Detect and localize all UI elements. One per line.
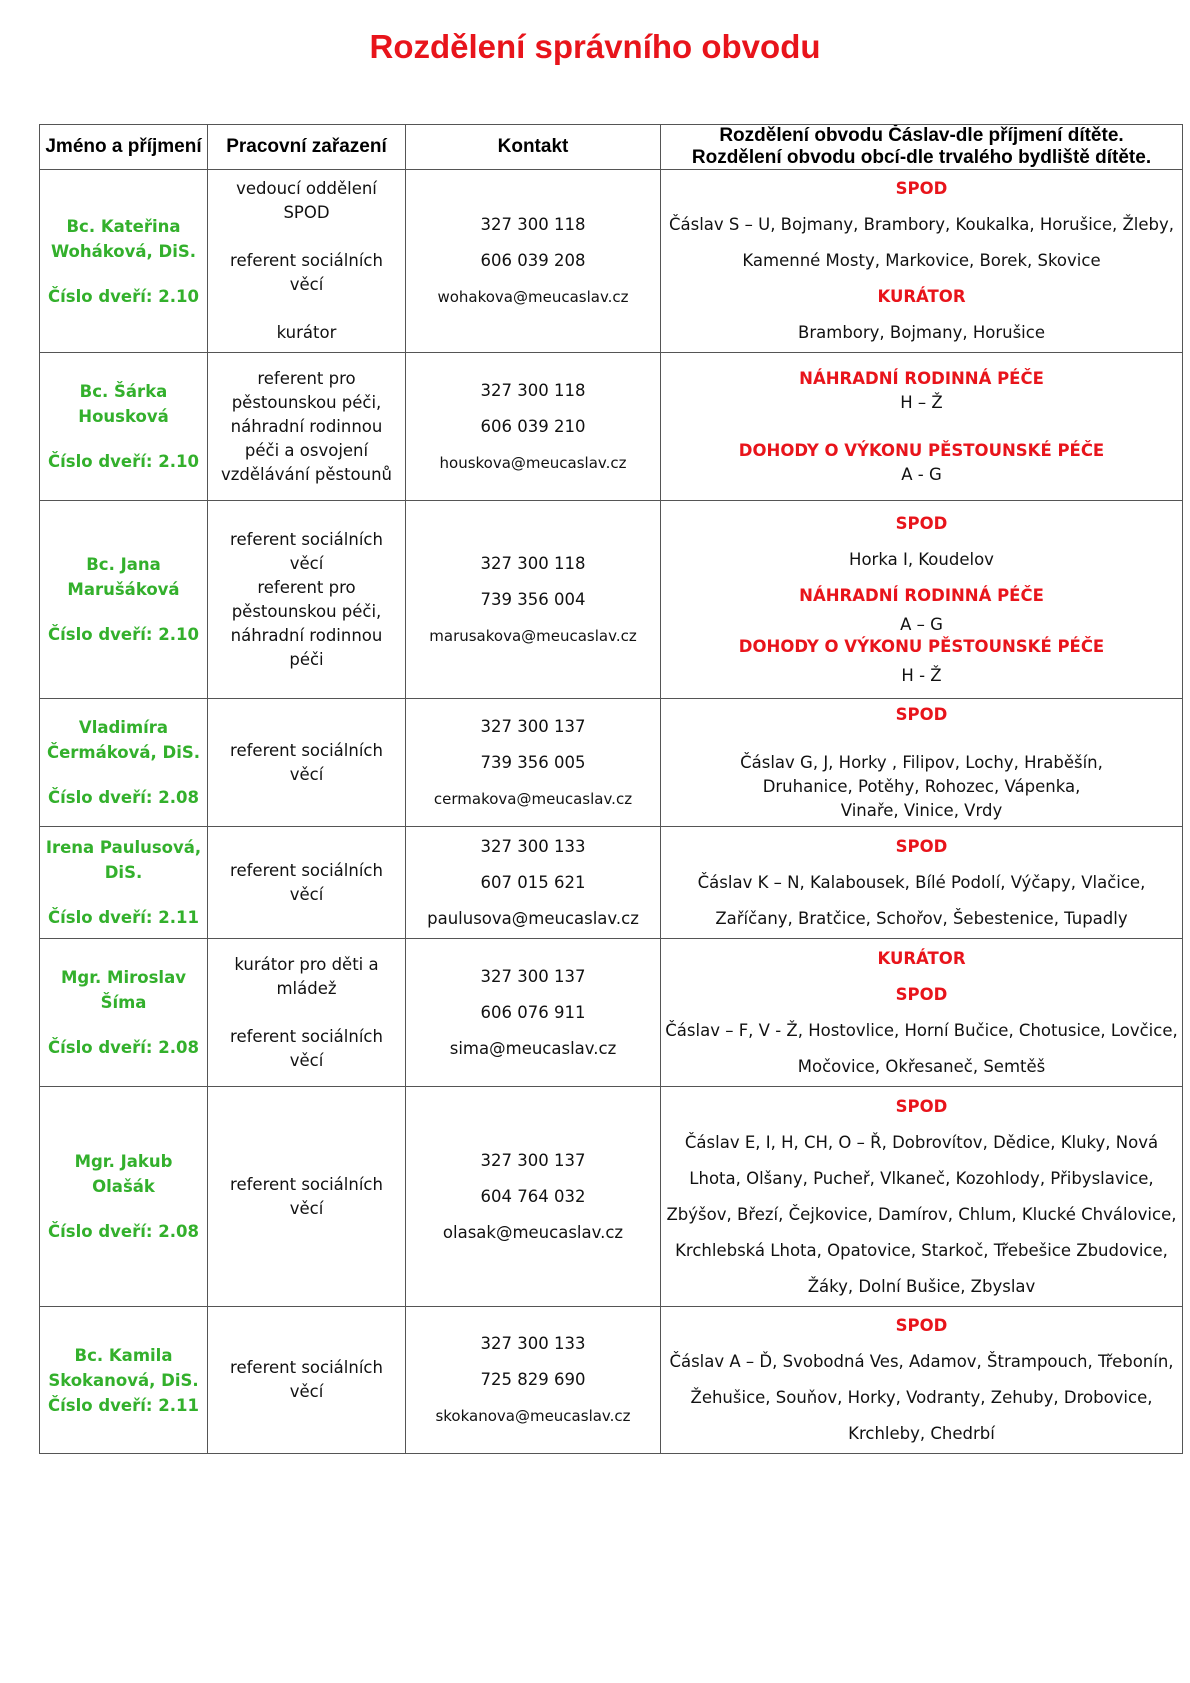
phone-1: 327 300 118 [480,553,586,573]
category-label: KURÁTOR [877,948,966,968]
phone-2: 606 039 208 [480,251,586,270]
category-label: NÁHRADNÍ RODINNÁ PÉČE [799,585,1044,605]
contact-cell [406,353,661,501]
category-label: KURÁTOR [877,287,966,306]
contact-cell [406,1087,661,1307]
room-number: Číslo dveří: 2.10 [48,452,199,471]
name-cell [40,170,208,353]
district-line: Čáslav – F, V - Ž, Hostovlice, Horní Bučice, Chotusice, Lovčice, [665,1020,1178,1040]
header-district-line-2: Rozdělení obvodu obcí-dle trvalého bydliště dítěte. [691,147,1152,168]
table-row [40,939,1183,1087]
role: referent pro pěstounskou péči, náhradní rodinnou péči [230,577,383,669]
header-district-line-1: Rozdělení obvodu Čáslav-dle příjmení dítěte. [719,125,1124,146]
district-line: H – Ž [900,392,943,412]
header-position: Pracovní zařazení [208,125,406,170]
person-name: Bc. Jana Marušáková [67,555,180,599]
district-cell [661,827,1183,939]
role: kurátor pro děti a mládež [234,954,379,998]
category-label: SPOD [895,513,948,533]
email-link[interactable]: houskova@meucaslav.cz [439,453,627,472]
person-name: Bc. Šárka Housková [78,382,169,426]
position-cell [208,827,406,939]
email-link[interactable]: olasak@meucaslav.cz [442,1222,624,1242]
position-cell [208,170,406,353]
district-line: Zbýšov, Březí, Čejkovice, Damírov, Chlum, Klucké Chválovice, [666,1204,1177,1224]
district-line: Horka I, Koudelov [849,549,994,569]
position-cell [208,501,406,699]
district-cell [661,501,1183,699]
phone-1: 327 300 137 [480,1150,586,1170]
header-row [40,125,1183,170]
district-cell [661,353,1183,501]
role: referent sociálních věcí [230,529,383,573]
room-number: Číslo dveří: 2.11 [48,908,199,927]
phone-1: 327 300 133 [480,836,586,856]
position-cell [208,699,406,827]
district-line: Čáslav G, J, Horky , Filipov, Lochy, Hraběšín, [740,752,1103,772]
district-line: H - Ž [901,665,942,685]
district-line: Močovice, Okřesaneč, Semtěš [797,1056,1046,1076]
role: referent sociálních věcí [230,860,383,904]
position-cell [208,1307,406,1454]
district-cell [661,170,1183,353]
name-cell [40,699,208,827]
email-link[interactable]: marusakova@meucaslav.cz [429,626,637,645]
role: referent sociálních věcí [230,740,383,784]
header-district [661,125,1183,170]
district-cell [661,1307,1183,1454]
phone-1: 327 300 137 [480,716,586,736]
email-link[interactable]: paulusova@meucaslav.cz [427,908,639,928]
contact-cell [406,501,661,699]
position-cell [208,939,406,1087]
person-name: Mgr. Miroslav Šíma [61,968,186,1012]
district-line: A – G [900,614,943,634]
district-line: Brambory, Bojmany, Horušice [798,323,1045,342]
header-name: Jméno a příjmení [40,125,208,170]
phone-1: 327 300 118 [480,380,586,400]
contact-cell [406,939,661,1087]
category-label: SPOD [895,1096,948,1116]
phone-2: 606 076 911 [480,1002,586,1022]
room-number: Číslo dveří: 2.08 [48,1222,199,1241]
table-row [40,827,1183,939]
room-number: Číslo dveří: 2.08 [48,788,199,807]
phone-2: 739 356 005 [480,752,586,772]
district-line: Kamenné Mosty, Markovice, Borek, Skovice [742,251,1101,270]
district-line: Čáslav A – Ď, Svobodná Ves, Adamov, Štrampouch, Třebonín, [669,1352,1174,1371]
district-line: A - G [901,464,942,484]
name-cell [40,353,208,501]
table-row [40,1307,1183,1454]
header-contact: Kontakt [406,125,661,170]
name-cell [40,501,208,699]
email-link[interactable]: cermakova@meucaslav.cz [433,789,633,808]
district-line: Čáslav E, I, H, CH, O – Ř, Dobrovítov, Dědice, Kluky, Nová [684,1132,1159,1152]
table-row [40,699,1183,827]
table-row [40,1087,1183,1307]
district-line: Čáslav S – U, Bojmany, Brambory, Koukalka, Horušice, Žleby, [668,215,1175,234]
person-name: Irena Paulusová, DiS. [45,838,202,882]
phone-2: 604 764 032 [480,1186,586,1206]
district-cell [661,939,1183,1087]
district-line: Zaříčany, Bratčice, Schořov, Šebestenice, Tupadly [715,908,1128,928]
person-name: Mgr. Jakub Olašák [74,1152,173,1196]
role: referent sociálních věcí [230,1174,383,1218]
room-number: Číslo dveří: 2.10 [48,625,199,644]
district-line: Žáky, Dolní Bušice, Zbyslav [807,1276,1036,1296]
role: referent sociálních věcí [230,1026,383,1070]
category-label: SPOD [895,1316,948,1335]
email-link[interactable]: wohakova@meucaslav.cz [437,288,629,306]
category-label: SPOD [895,836,948,856]
name-cell [40,939,208,1087]
phone-2: 725 829 690 [480,1370,586,1389]
district-line: Žehušice, Souňov, Horky, Vodranty, Zehuby, Drobovice, [690,1388,1153,1407]
phone-2: 739 356 004 [480,589,586,609]
page-title: Rozdělení správního obvodu [369,28,821,65]
email-link[interactable]: skokanova@meucaslav.cz [435,1407,631,1425]
staff-table [39,124,1183,1454]
category-label: DOHODY O VÝKONU PĚSTOUNSKÉ PÉČE [738,440,1105,460]
room-number: Číslo dveří: 2.10 [48,286,199,306]
district-line: Druhanice, Potěhy, Rohozec, Vápenka, [762,776,1081,796]
contact-cell [406,1307,661,1454]
person-name: Bc. Kateřina Woháková, DiS. [50,216,197,261]
role: referent pro pěstounskou péči, náhradní rodinnou péči a osvojení vzdělávání pěstounů [220,368,393,484]
phone-2: 606 039 210 [480,416,586,436]
district-line: Krchleby, Chedrbí [848,1424,995,1443]
table-row [40,501,1183,699]
table-row [40,353,1183,501]
position-cell [208,1087,406,1307]
room-number: Číslo dveří: 2.08 [48,1038,199,1057]
person-name: Vladimíra Čermáková, DiS. [46,718,201,762]
room-number: Číslo dveří: 2.11 [48,1395,199,1415]
contact-cell [406,699,661,827]
name-cell [40,827,208,939]
category-label: NÁHRADNÍ RODINNÁ PÉČE [799,368,1044,388]
position-cell [208,353,406,501]
role: referent sociálních věcí [230,251,383,294]
phone-1: 327 300 118 [480,215,586,234]
district-cell [661,699,1183,827]
district-cell [661,1087,1183,1307]
email-link[interactable]: sima@meucaslav.cz [449,1038,617,1058]
category-label: SPOD [895,179,948,198]
contact-cell [406,827,661,939]
role: kurátor [276,323,337,342]
person-name: Bc. Kamila Skokanová, DiS. [48,1345,199,1390]
district-line: Čáslav K – N, Kalabousek, Bílé Podolí, Výčapy, Vlačice, [697,872,1146,892]
district-line: Krchlebská Lhota, Opatovice, Starkoč, Třebešice Zbudovice, [675,1240,1168,1260]
role: referent sociálních věcí [230,1358,383,1401]
name-cell [40,1307,208,1454]
phone-1: 327 300 137 [480,966,586,986]
category-label: DOHODY O VÝKONU PĚSTOUNSKÉ PÉČE [738,636,1105,656]
district-line: Lhota, Olšany, Pucheř, Vlkaneč, Kozohlody, Přibyslavice, [689,1168,1154,1188]
role: vedoucí oddělení SPOD [236,179,377,222]
category-label: SPOD [895,984,948,1004]
contact-cell [406,170,661,353]
name-cell [40,1087,208,1307]
district-line: Vinaře, Vinice, Vrdy [840,800,1003,820]
table-row [40,170,1183,353]
phone-1: 327 300 133 [480,1334,586,1353]
category-label: SPOD [895,704,948,724]
phone-2: 607 015 621 [480,872,586,892]
